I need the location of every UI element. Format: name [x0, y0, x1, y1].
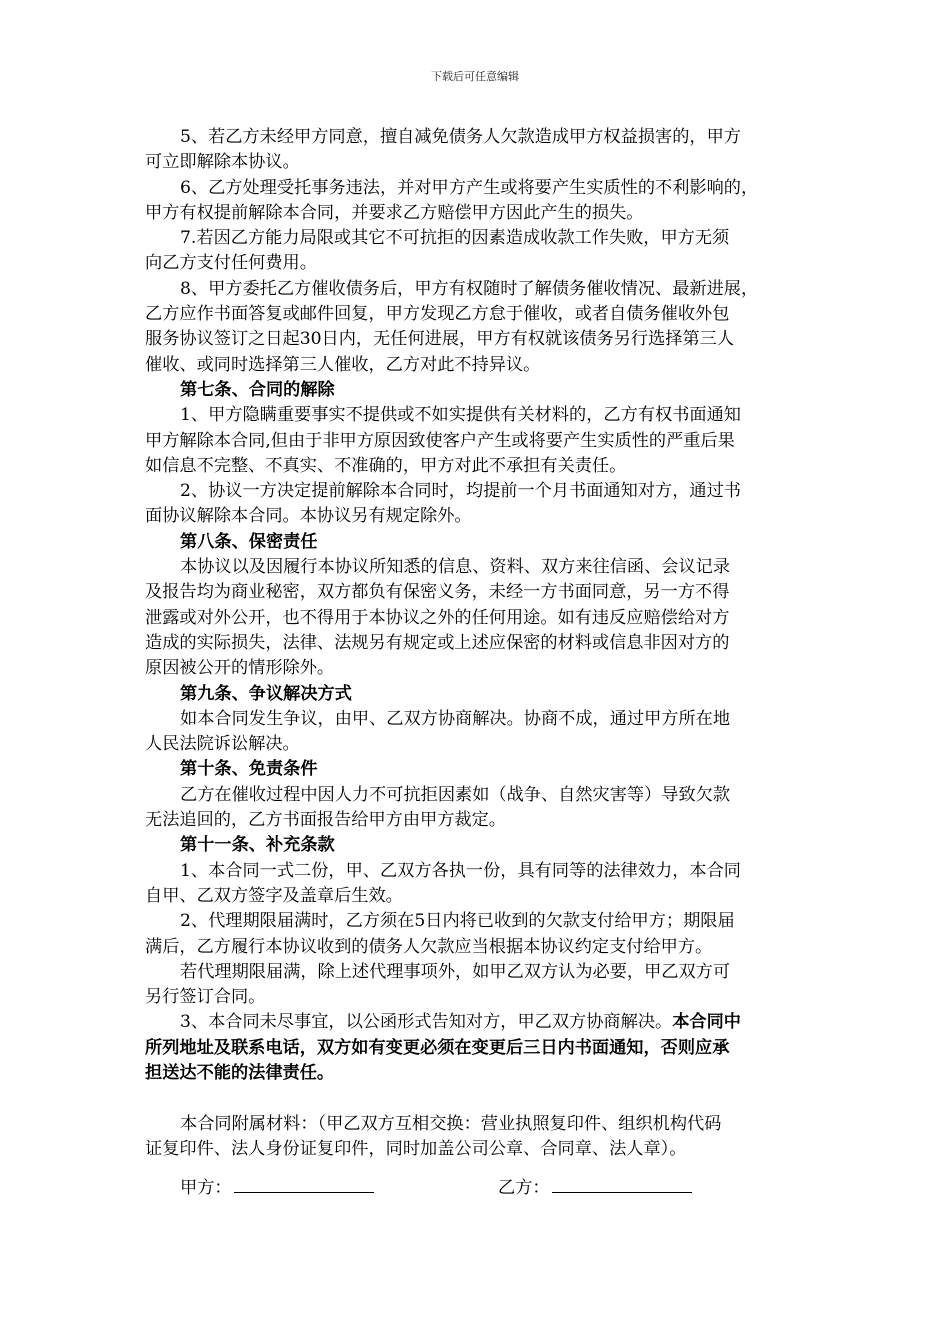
text-line — [145, 176, 805, 201]
line-text: 自甲、乙双方签字及盖章后生效。 — [145, 885, 403, 906]
line-text: 所列地址及联系电话，双方如有变更必须在变更后三日内书面通知，否则应承 — [145, 1037, 730, 1058]
line-text: 第九条、争议解决方式 — [180, 683, 352, 704]
line-text: 可立即解除本协议。 — [145, 152, 300, 173]
line-text: 6、乙方处理受托事务违法，并对甲方产生或将要产生实质性的不利影响的， — [180, 177, 759, 198]
text-line — [145, 353, 805, 378]
line-text: 满后，乙方履行本协议收到的债务人欠款应当根据本协议约定支付给甲方。 — [145, 936, 713, 957]
text-line — [145, 1137, 805, 1162]
text-line — [145, 125, 805, 150]
line-text: 7.若因乙方能力局限或其它不可抗拒的因素造成收款工作失败，甲方无须 — [180, 228, 730, 249]
text-line — [145, 859, 805, 884]
text-line — [145, 1112, 805, 1137]
text-line — [145, 985, 805, 1010]
text-line — [145, 251, 805, 276]
line-text: 若代理期限届满，除上述代理事项外，如甲乙双方认为必要，甲乙双方可 — [180, 961, 731, 982]
text-line — [145, 1010, 805, 1035]
line-text: 2、协议一方决定提前解除本合同时，均提前一个月书面通知对方，通过书 — [180, 481, 741, 502]
line-text: 第十一条、补充条款 — [180, 835, 335, 856]
text-line-bold — [145, 833, 805, 858]
text-line — [145, 909, 805, 934]
text-line — [145, 327, 805, 352]
party-b-label: 乙方： — [498, 1178, 550, 1198]
line-text: 证复印件、法人身份证复印件，同时加盖公司公章、合同章、法人章）。 — [145, 1138, 687, 1159]
line-text: 乙方在催收过程中因人力不可抗拒因素如（战争、自然灾害等）导致欠款 — [180, 784, 731, 805]
paragraph-gap — [145, 1086, 805, 1111]
text-line — [145, 277, 805, 302]
line-text: 3、本合同未尽事宜，以公函形式告知对方，甲乙双方协商解决。 — [180, 1012, 673, 1033]
party-b-signature-line — [552, 1174, 692, 1193]
line-text: 如信息不完整、不真实、不准确的，甲方对此不承担有关责任。 — [145, 455, 627, 476]
line-text: 第七条、合同的解除 — [180, 379, 335, 400]
text-line — [145, 555, 805, 580]
text-line — [145, 783, 805, 808]
text-line — [145, 403, 805, 428]
text-line-bold — [145, 378, 805, 403]
page-header: 下载后可任意编辑 — [431, 70, 519, 83]
line-text: 2、代理期限届满时，乙方须在5日内将已收到的欠款支付给甲方；期限届 — [180, 911, 735, 932]
line-text: 第八条、保密责任 — [180, 531, 318, 552]
party-b-signature — [498, 1174, 692, 1201]
text-line — [145, 732, 805, 757]
line-text: 第十条、免责条件 — [180, 759, 318, 780]
line-text-bold: 本合同中 — [672, 1012, 741, 1033]
party-a-signature-line — [234, 1174, 374, 1193]
line-text: 造成的实际损失，法律、法规另有规定或上述应保密的材料或信息非因对方的 — [145, 632, 730, 653]
text-line-bold — [145, 1036, 805, 1061]
text-line — [145, 808, 805, 833]
text-line-bold — [145, 682, 805, 707]
line-text: 原因被公开的情形除外。 — [145, 658, 335, 679]
line-text: 无法追回的，乙方书面报告给甲方由甲方裁定。 — [145, 810, 506, 831]
text-line-bold — [145, 757, 805, 782]
line-text: 本合同附属材料：（甲乙双方互相交换：营业执照复印件、组织机构代码 — [180, 1113, 722, 1134]
text-line — [145, 884, 805, 909]
line-text: 及报告均为商业秘密，双方都负有保密义务，未经一方书面同意，另一方不得 — [145, 582, 730, 603]
text-line — [145, 707, 805, 732]
line-text: 服务协议签订之日起30日内，无任何进展，甲方有权就该债务另行选择第三人 — [145, 329, 735, 350]
text-line — [145, 454, 805, 479]
line-text: 催收、或同时选择第三人催收，乙方对此不持异议。 — [145, 354, 541, 375]
line-text: 乙方应作书面答复或邮件回复，甲方发现乙方怠于催收，或者自债务催收外包 — [145, 304, 730, 325]
text-line-bold — [145, 1061, 805, 1086]
text-line — [145, 302, 805, 327]
text-line — [145, 631, 805, 656]
text-line — [145, 504, 805, 529]
line-text: 泄露或对外公开，也不得用于本协议之外的任何用途。如有违反应赔偿给对方 — [145, 607, 730, 628]
line-text: 甲方解除本合同,但由于非甲方原因致使客户产生或将要产生实质性的严重后果 — [145, 430, 735, 451]
line-text: 1、甲方隐瞒重要事实不提供或不如实提供有关材料的，乙方有权书面通知 — [180, 405, 741, 426]
text-line-bold — [145, 530, 805, 555]
line-text: 向乙方支付任何费用。 — [145, 253, 317, 274]
party-a-label: 甲方： — [180, 1178, 232, 1198]
text-line — [145, 935, 805, 960]
text-line — [145, 580, 805, 605]
line-text: 本协议以及因履行本协议所知悉的信息、资料、双方来往信函、会议记录 — [180, 557, 731, 578]
text-line — [145, 201, 805, 226]
line-text: 1、本合同一式二份，甲、乙双方各执一份，具有同等的法律效力，本合同 — [180, 860, 741, 881]
text-line — [145, 606, 805, 631]
text-line — [145, 226, 805, 251]
line-text: 8、甲方委托乙方催收债务后，甲方有权随时了解债务催收情况、最新进展， — [180, 278, 759, 299]
line-text: 如本合同发生争议，由甲、乙双方协商解决。协商不成，通过甲方所在地 — [180, 708, 731, 729]
party-a-signature — [180, 1174, 374, 1201]
line-text: 甲方有权提前解除本合同，并要求乙方赔偿甲方因此产生的损失。 — [145, 202, 644, 223]
text-line — [145, 429, 805, 454]
text-line — [145, 150, 805, 175]
text-line — [145, 960, 805, 985]
line-text: 5、若乙方未经甲方同意，擅自减免债务人欠款造成甲方权益损害的，甲方 — [180, 127, 741, 147]
contract-body — [145, 125, 805, 1162]
line-text: 担送达不能的法律责任。 — [145, 1062, 335, 1083]
text-line — [145, 479, 805, 504]
line-text: 另行签订合同。 — [145, 987, 266, 1008]
line-text: 面协议解除本合同。本协议另有规定除外。 — [145, 506, 472, 527]
line-text: 人民法院诉讼解决。 — [145, 734, 300, 755]
text-line — [145, 656, 805, 681]
